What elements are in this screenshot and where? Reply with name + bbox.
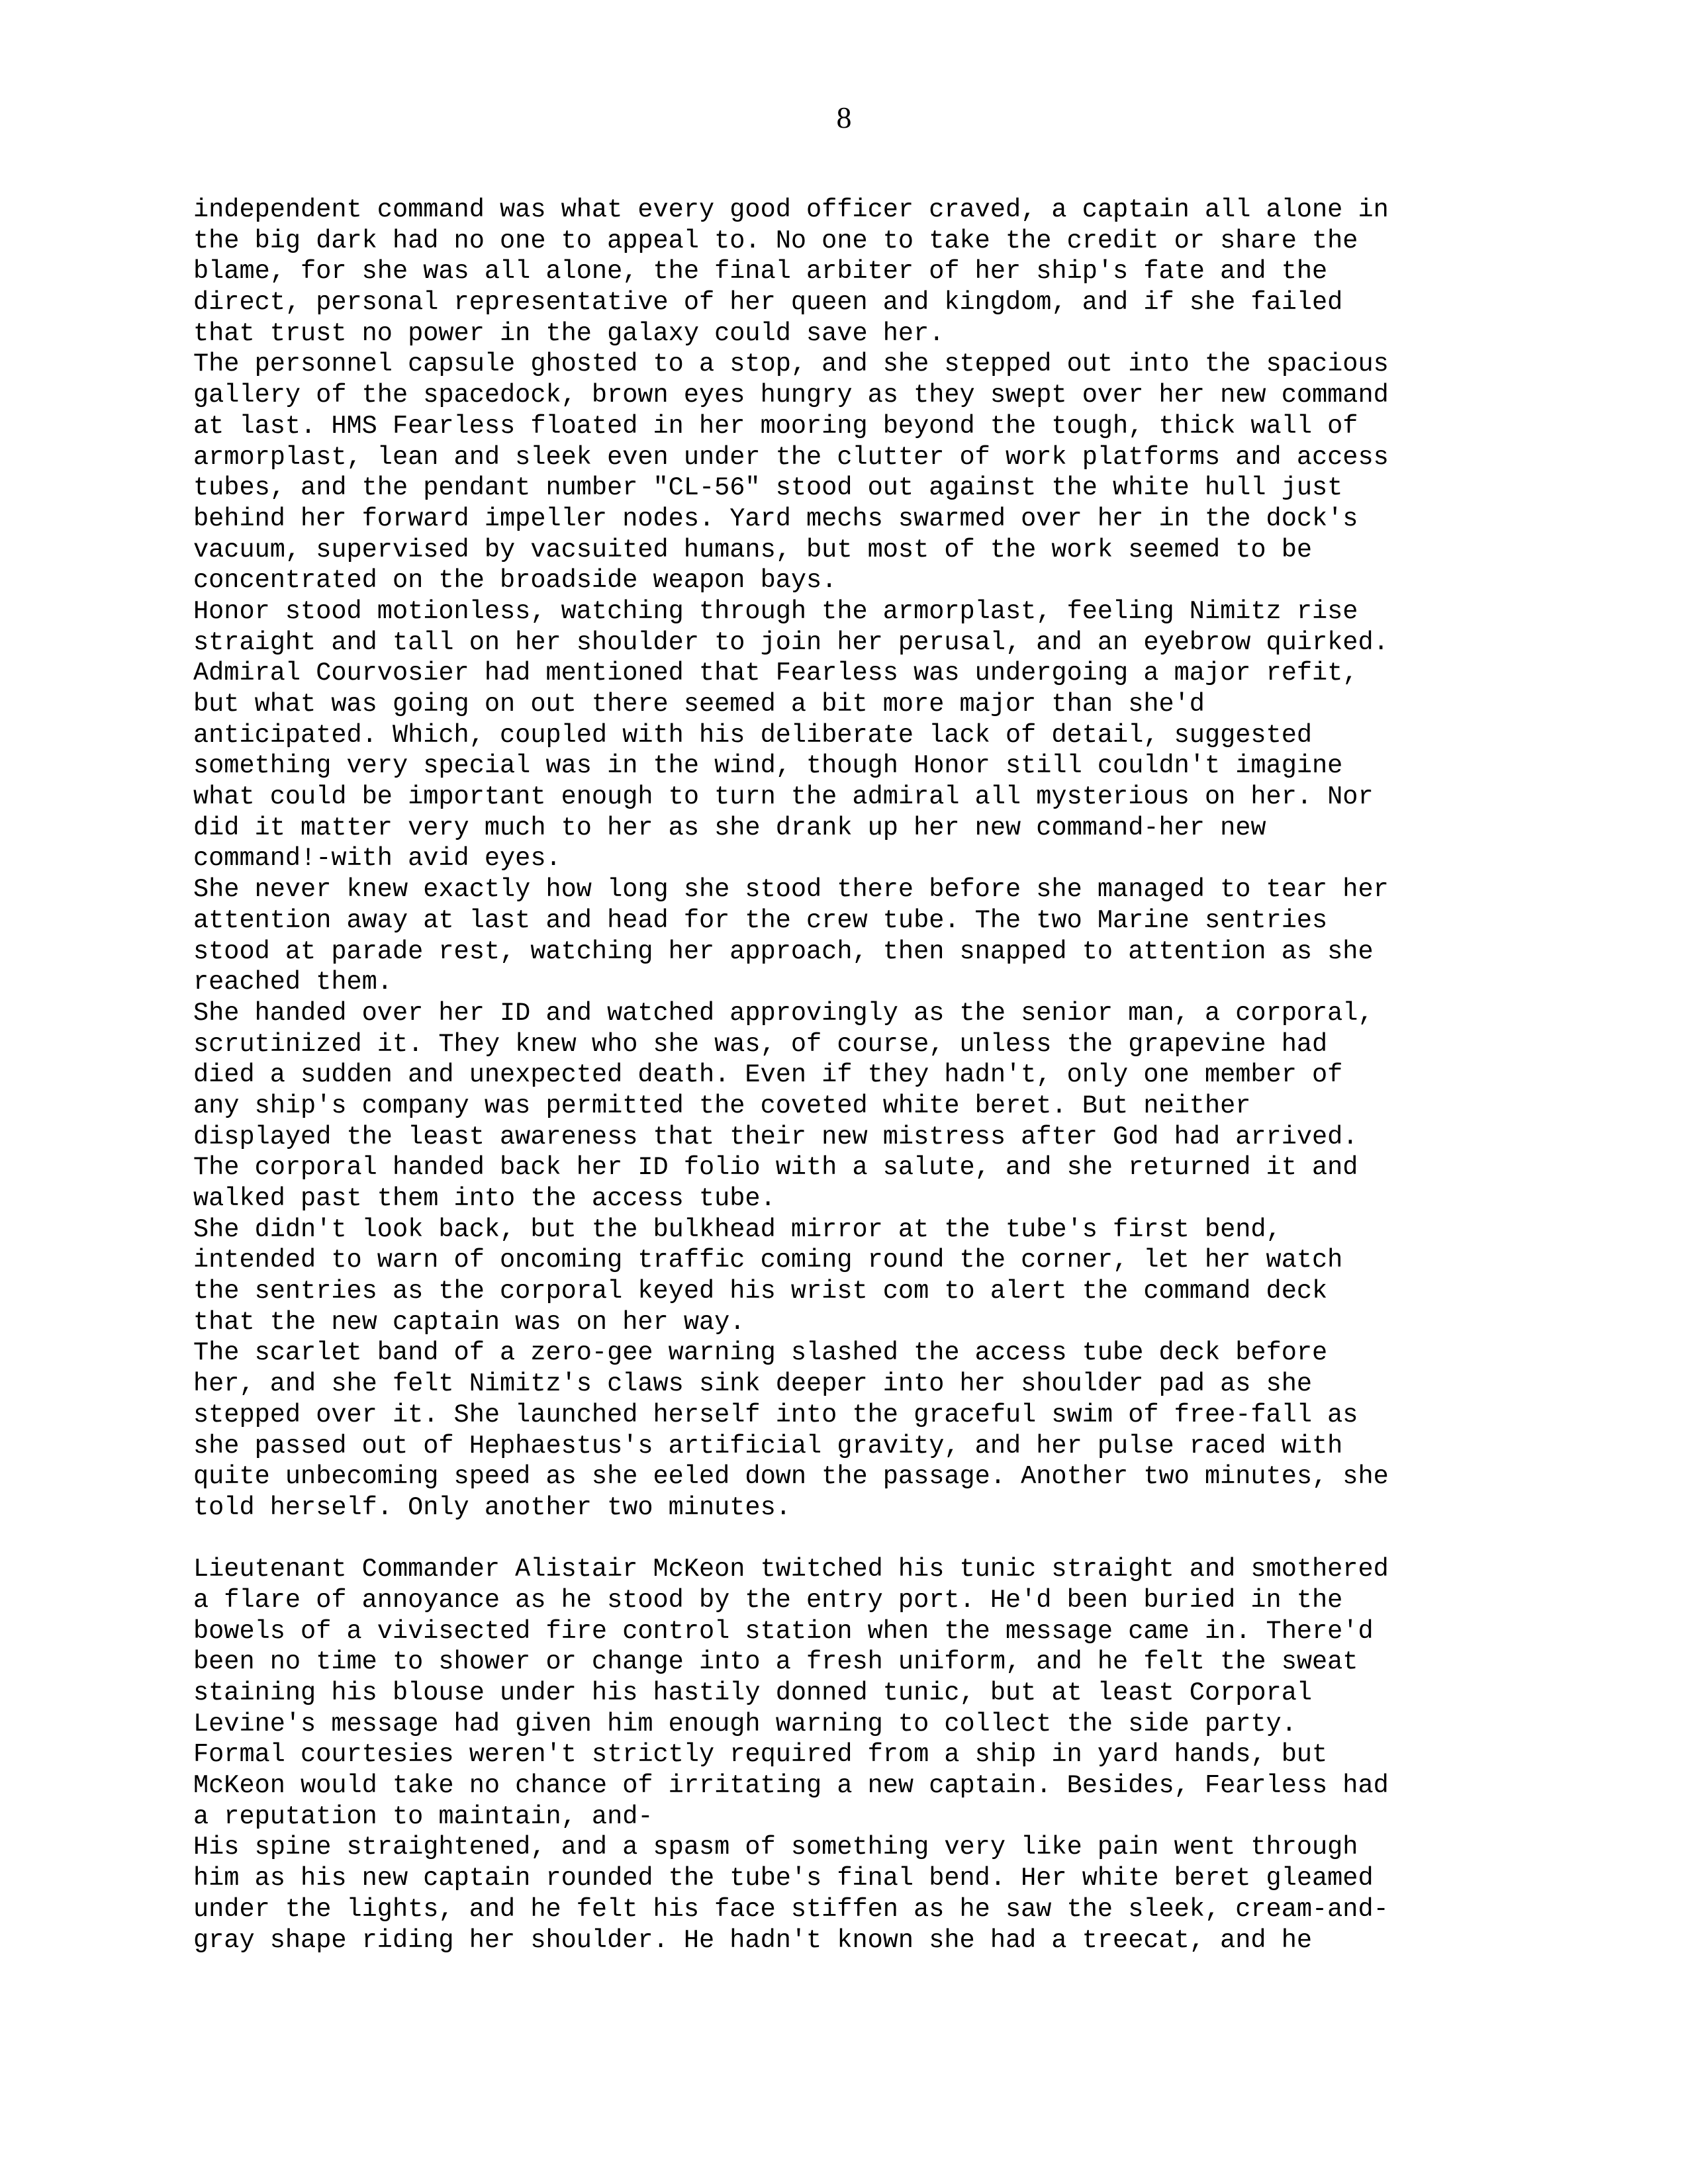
paragraph — [193, 1832, 1544, 1956]
paragraph — [193, 195, 1544, 349]
text-line: the big dark had no one to appeal to. No one to take the credit or share the — [193, 226, 1358, 255]
page-number: 8 — [836, 101, 852, 134]
text-line: Lieutenant Commander Alistair McKeon twitched his tunic straight and smothered — [193, 1555, 1389, 1584]
text-line: been no time to shower or change into a fresh uniform, and he felt the sweat — [193, 1647, 1358, 1677]
body-text — [193, 195, 1544, 1956]
text-line: concentrated on the broadside weapon bays. — [193, 566, 837, 596]
text-line: Formal courtesies weren't strictly required from a ship in yard hands, but — [193, 1740, 1328, 1770]
text-line: She never knew exactly how long she stood there before she managed to tear her — [193, 875, 1389, 905]
text-line: reached them. — [193, 968, 393, 997]
text-line: Admiral Courvosier had mentioned that Fearless was undergoing a major refit, — [193, 659, 1358, 688]
text-line: Honor stood motionless, watching through the armorplast, feeling Nimitz rise — [193, 596, 1358, 626]
text-line: at last. HMS Fearless floated in her mooring beyond the tough, thick wall of — [193, 411, 1358, 441]
text-line: but what was going on out there seemed a bit more major than she'd — [193, 690, 1205, 719]
text-line: something very special was in the wind, though Honor still couldn't imagine — [193, 751, 1343, 781]
paragraph — [193, 349, 1544, 596]
text-line: attention away at last and head for the crew tube. The two Marine sentries — [193, 905, 1328, 935]
text-line: scrutinized it. They knew who she was, of course, unless the grapevine had — [193, 1029, 1328, 1059]
text-line: stepped over it. She launched herself into the graceful swim of free-fall as — [193, 1400, 1358, 1430]
text-line: The scarlet band of a zero-gee warning slashed the access tube deck before — [193, 1338, 1328, 1368]
paragraph — [193, 998, 1544, 1214]
text-line: anticipated. Which, coupled with his deliberate lack of detail, suggested — [193, 720, 1312, 750]
text-line: gallery of the spacedock, brown eyes hungry as they swept over her new command — [193, 381, 1389, 410]
text-line: told herself. Only another two minutes. — [193, 1492, 791, 1522]
text-line: blame, for she was all alone, the final arbiter of her ship's fate and the — [193, 257, 1328, 287]
text-line: McKeon would take no chance of irritating a new captain. Besides, Fearless had — [193, 1771, 1389, 1801]
text-line: died a sudden and unexpected death. Even if they hadn't, only one member of — [193, 1060, 1343, 1090]
text-line: The corporal handed back her ID folio with a salute, and she returned it and — [193, 1153, 1358, 1183]
paragraph — [193, 874, 1544, 998]
text-line: did it matter very much to her as she drank up her new command-her new — [193, 813, 1266, 842]
text-line: she passed out of Hephaestus's artificial gravity, and her pulse raced with — [193, 1431, 1343, 1461]
text-line: behind her forward impeller nodes. Yard mechs swarmed over her in the dock's — [193, 504, 1358, 533]
text-line: The personnel capsule ghosted to a stop, and she stepped out into the spacious — [193, 349, 1389, 379]
text-line: what could be important enough to turn the admiral all mysterious on her. Nor — [193, 782, 1374, 812]
scene-break — [193, 1524, 1544, 1555]
text-line: She didn't look back, but the bulkhead mirror at the tube's first bend, — [193, 1214, 1282, 1244]
text-line: His spine straightened, and a spasm of something very like pain went through — [193, 1833, 1358, 1862]
paragraph — [193, 1338, 1544, 1523]
text-line: a flare of annoyance as he stood by the entry port. He'd been buried in the — [193, 1585, 1343, 1615]
text-line: him as his new captain rounded the tube's final bend. Her white beret gleamed — [193, 1864, 1374, 1893]
text-line: that trust no power in the galaxy could save her. — [193, 318, 945, 348]
text-line: intended to warn of oncoming traffic coming round the corner, let her watch — [193, 1246, 1343, 1275]
text-line: her, and she felt Nimitz's claws sink deeper into her shoulder pad as she — [193, 1369, 1312, 1399]
text-line: straight and tall on her shoulder to join her perusal, and an eyebrow quirked. — [193, 627, 1389, 657]
text-line: staining his blouse under his hastily donned tunic, but at least Corporal — [193, 1678, 1312, 1707]
text-line: gray shape riding her shoulder. He hadn't known she had a treecat, and he — [193, 1925, 1312, 1955]
text-line: armorplast, lean and sleek even under the clutter of work platforms and access — [193, 442, 1389, 472]
text-line: any ship's company was permitted the coveted white beret. But neither — [193, 1091, 1251, 1120]
text-line: displayed the least awareness that their new mistress after God had arrived. — [193, 1122, 1358, 1152]
text-line: direct, personal representative of her queen and kingdom, and if she failed — [193, 288, 1343, 318]
paragraph — [193, 596, 1544, 874]
paragraph — [193, 1214, 1544, 1338]
text-line: walked past them into the access tube. — [193, 1184, 776, 1213]
text-line: stood at parade rest, watching her approach, then snapped to attention as she — [193, 936, 1374, 966]
paragraph — [193, 1554, 1544, 1832]
text-line: the sentries as the corporal keyed his wrist com to alert the command deck — [193, 1277, 1328, 1306]
text-line: command!-with avid eyes. — [193, 844, 561, 874]
text-line: bowels of a vivisected fire control station when the message came in. There'd — [193, 1616, 1374, 1646]
text-line: vacuum, supervised by vacsuited humans, but most of the work seemed to be — [193, 535, 1312, 565]
text-line: Levine's message had given him enough warning to collect the side party. — [193, 1709, 1297, 1739]
text-line: quite unbecoming speed as she eeled down the passage. Another two minutes, she — [193, 1462, 1389, 1492]
text-line: tubes, and the pendant number "CL-56" stood out against the white hull just — [193, 473, 1343, 503]
text-line: She handed over her ID and watched approvingly as the senior man, a corporal, — [193, 998, 1374, 1028]
text-line: under the lights, and he felt his face stiffen as he saw the sleek, cream-and- — [193, 1894, 1389, 1924]
text-line: a reputation to maintain, and- — [193, 1801, 653, 1831]
text-line: that the new captain was on her way. — [193, 1307, 745, 1337]
text-line: independent command was what every good officer craved, a captain all alone in — [193, 195, 1389, 224]
